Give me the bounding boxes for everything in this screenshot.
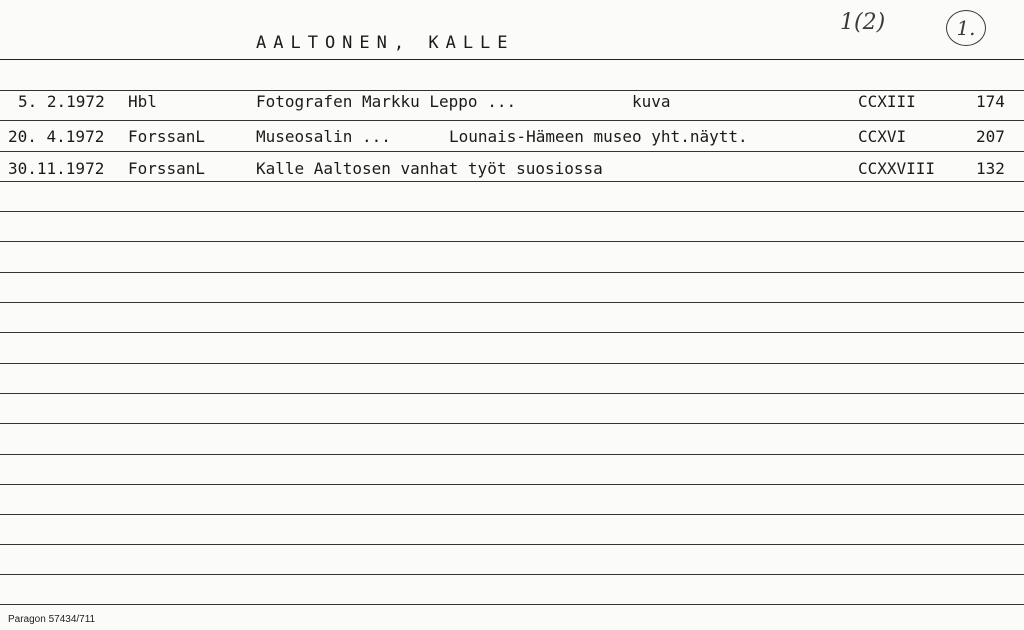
ruled-line — [0, 393, 1024, 394]
ruled-line — [0, 151, 1024, 152]
ruled-line — [0, 604, 1024, 605]
entry-date: 5. 2.1972 — [18, 92, 105, 111]
entry-source: Hbl — [128, 92, 157, 111]
heading-rule — [0, 59, 1024, 60]
entry-source: ForssanL — [128, 159, 206, 178]
ruled-line — [0, 332, 1024, 333]
ruled-line — [0, 484, 1024, 485]
entry-volume: CCXVI — [858, 127, 907, 146]
circled-number: 1. — [946, 10, 986, 46]
card-heading: AALTONEN, KALLE — [256, 33, 515, 53]
entry-note: kuva — [632, 92, 671, 111]
ruled-line — [0, 423, 1024, 424]
ruled-line — [0, 90, 1024, 91]
entry-title: Fotografen Markku Leppo ... — [256, 92, 517, 111]
ruled-line — [0, 302, 1024, 303]
ruled-line — [0, 514, 1024, 515]
ruled-line — [0, 454, 1024, 455]
entry-volume: CCXIII — [858, 92, 916, 111]
entry-title: Museosalin ... — [256, 127, 391, 146]
entry-date: 30.11.1972 — [8, 159, 105, 178]
printer-mark: Paragon 57434/711 — [8, 614, 96, 625]
entry-page: 174 — [976, 92, 1005, 111]
ruled-line — [0, 241, 1024, 242]
ruled-line — [0, 574, 1024, 575]
entry-page: 132 — [976, 159, 1005, 178]
ruled-line — [0, 544, 1024, 545]
handwritten-card-number: 1(2) — [840, 10, 886, 35]
entry-page: 207 — [976, 127, 1005, 146]
entry-volume: CCXXVIII — [858, 159, 936, 178]
ruled-line — [0, 211, 1024, 212]
ruled-line — [0, 181, 1024, 182]
entry-title: Kalle Aaltosen vanhat työt suosiossa — [256, 159, 603, 178]
entry-note: Lounais-Hämeen museo yht.näytt. — [449, 127, 748, 146]
ruled-line — [0, 272, 1024, 273]
ruled-line — [0, 120, 1024, 121]
ruled-line — [0, 363, 1024, 364]
entry-source: ForssanL — [128, 127, 206, 146]
entry-date: 20. 4.1972 — [8, 127, 105, 146]
